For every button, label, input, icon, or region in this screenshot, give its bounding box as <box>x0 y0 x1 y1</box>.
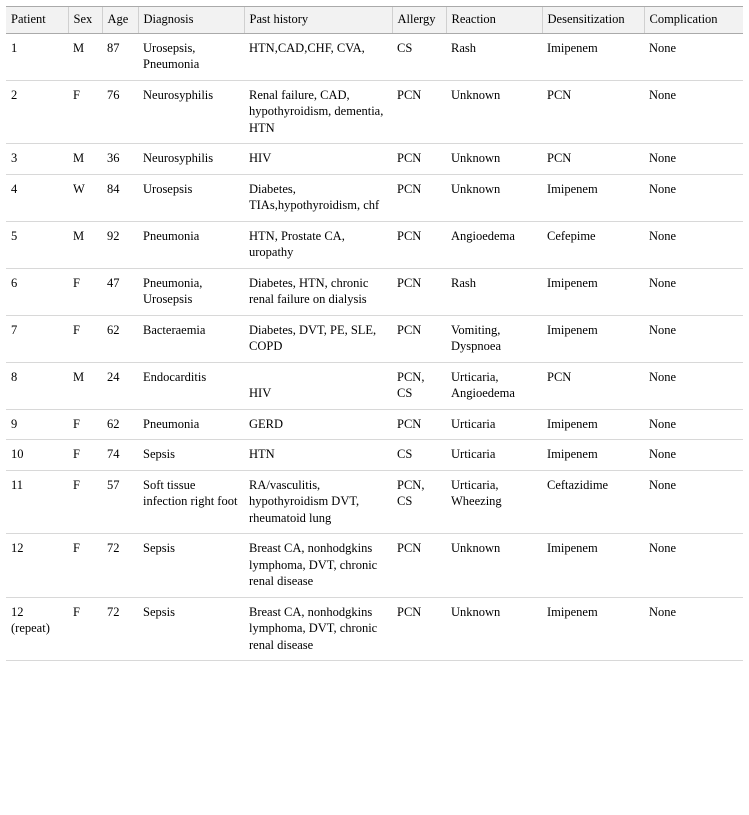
column-header-desensitization: Desensitization <box>542 7 644 34</box>
cell-allergy: PCN <box>392 221 446 268</box>
cell-past-history: HTN,CAD,CHF, CVA, <box>244 33 392 80</box>
cell-age: 84 <box>102 174 138 221</box>
cell-patient: 9 <box>6 409 68 440</box>
cell-diagnosis: Pneumonia <box>138 221 244 268</box>
cell-patient: 4 <box>6 174 68 221</box>
table-row <box>6 440 743 471</box>
cell-desensitization: Imipenem <box>542 268 644 315</box>
cell-sex: M <box>68 221 102 268</box>
cell-sex: F <box>68 470 102 534</box>
cell-sex: M <box>68 362 102 409</box>
cell-complication: None <box>644 362 743 409</box>
table-header-row <box>6 7 743 34</box>
cell-allergy: PCN <box>392 268 446 315</box>
cell-age: 76 <box>102 80 138 144</box>
cell-allergy: PCN <box>392 597 446 661</box>
cell-spacer <box>249 369 387 385</box>
cell-reaction: Urticaria, Angioedema <box>446 362 542 409</box>
table-row <box>6 362 743 409</box>
cell-allergy: PCN <box>392 80 446 144</box>
cell-reaction: Unknown <box>446 597 542 661</box>
cell-diagnosis: Sepsis <box>138 597 244 661</box>
cell-sex: F <box>68 440 102 471</box>
cell-patient: 12 <box>6 534 68 598</box>
cell-allergy: PCN <box>392 534 446 598</box>
cell-diagnosis: Endocarditis <box>138 362 244 409</box>
cell-desensitization: Imipenem <box>542 315 644 362</box>
cell-age: 87 <box>102 33 138 80</box>
cell-diagnosis: Sepsis <box>138 534 244 598</box>
cell-reaction: Unknown <box>446 534 542 598</box>
cell-diagnosis: Neurosyphilis <box>138 144 244 175</box>
cell-diagnosis: Urosepsis <box>138 174 244 221</box>
cell-complication: None <box>644 174 743 221</box>
cell-past-history: Diabetes, TIAs,hypothyroidism, chf <box>244 174 392 221</box>
cell-complication: None <box>644 534 743 598</box>
cell-sex: F <box>68 315 102 362</box>
cell-patient: 11 <box>6 470 68 534</box>
cell-sex: F <box>68 597 102 661</box>
column-header-past-history: Past history <box>244 7 392 34</box>
cell-sex: M <box>68 33 102 80</box>
table-row <box>6 144 743 175</box>
cell-past-history: Renal failure, CAD, hypothyroidism, dementia, HTN <box>244 80 392 144</box>
cell-allergy: PCN <box>392 315 446 362</box>
cell-desensitization: Imipenem <box>542 33 644 80</box>
cell-desensitization: Imipenem <box>542 534 644 598</box>
cell-reaction: Unknown <box>446 174 542 221</box>
cell-reaction: Unknown <box>446 80 542 144</box>
cell-past-history: RA/vasculitis, hypothyroidism DVT, rheumatoid lung <box>244 470 392 534</box>
cell-reaction: Vomiting, Dyspnoea <box>446 315 542 362</box>
column-header-patient: Patient <box>6 7 68 34</box>
cell-past-history: HTN, Prostate CA, uropathy <box>244 221 392 268</box>
column-header-complication: Complication <box>644 7 743 34</box>
cell-past-history: HTN <box>244 440 392 471</box>
cell-complication: None <box>644 268 743 315</box>
cell-sex: F <box>68 80 102 144</box>
cell-past-history-text: HIV <box>249 385 272 400</box>
patient-desensitization-table <box>6 6 743 661</box>
cell-patient: 6 <box>6 268 68 315</box>
cell-complication: None <box>644 409 743 440</box>
table-row <box>6 597 743 661</box>
column-header-allergy: Allergy <box>392 7 446 34</box>
cell-diagnosis: Bacteraemia <box>138 315 244 362</box>
cell-patient: 7 <box>6 315 68 362</box>
column-header-sex: Sex <box>68 7 102 34</box>
cell-diagnosis: Urosepsis, Pneumonia <box>138 33 244 80</box>
cell-reaction: Urticaria <box>446 440 542 471</box>
cell-diagnosis: Neurosyphilis <box>138 80 244 144</box>
cell-past-history <box>244 362 392 409</box>
table-row <box>6 80 743 144</box>
cell-patient: 10 <box>6 440 68 471</box>
table-row <box>6 174 743 221</box>
cell-diagnosis: Sepsis <box>138 440 244 471</box>
cell-reaction: Rash <box>446 33 542 80</box>
cell-allergy: PCN, CS <box>392 470 446 534</box>
column-header-reaction: Reaction <box>446 7 542 34</box>
cell-age: 47 <box>102 268 138 315</box>
cell-age: 57 <box>102 470 138 534</box>
cell-past-history: Breast CA, nonhodgkins lymphoma, DVT, chronic renal disease <box>244 534 392 598</box>
cell-sex: F <box>68 409 102 440</box>
cell-patient: 5 <box>6 221 68 268</box>
cell-sex: F <box>68 534 102 598</box>
table-body <box>6 33 743 661</box>
cell-reaction: Unknown <box>446 144 542 175</box>
cell-age: 62 <box>102 315 138 362</box>
cell-reaction: Urticaria <box>446 409 542 440</box>
cell-patient: 1 <box>6 33 68 80</box>
cell-desensitization: Imipenem <box>542 174 644 221</box>
cell-age: 36 <box>102 144 138 175</box>
cell-past-history: Diabetes, DVT, PE, SLE, COPD <box>244 315 392 362</box>
cell-desensitization: PCN <box>542 362 644 409</box>
cell-age: 62 <box>102 409 138 440</box>
cell-sex: W <box>68 174 102 221</box>
cell-diagnosis: Pneumonia, Urosepsis <box>138 268 244 315</box>
table-row <box>6 268 743 315</box>
cell-complication: None <box>644 33 743 80</box>
cell-age: 72 <box>102 597 138 661</box>
cell-desensitization: Imipenem <box>542 409 644 440</box>
cell-desensitization: Cefepime <box>542 221 644 268</box>
cell-desensitization: PCN <box>542 144 644 175</box>
table-row <box>6 409 743 440</box>
table-row <box>6 221 743 268</box>
cell-patient: 3 <box>6 144 68 175</box>
cell-reaction: Urticaria, Wheezing <box>446 470 542 534</box>
cell-desensitization: Imipenem <box>542 440 644 471</box>
cell-complication: None <box>644 597 743 661</box>
cell-complication: None <box>644 80 743 144</box>
column-header-diagnosis: Diagnosis <box>138 7 244 34</box>
cell-sex: F <box>68 268 102 315</box>
cell-reaction: Rash <box>446 268 542 315</box>
cell-age: 24 <box>102 362 138 409</box>
cell-age: 92 <box>102 221 138 268</box>
cell-patient: 2 <box>6 80 68 144</box>
cell-complication: None <box>644 470 743 534</box>
cell-age: 72 <box>102 534 138 598</box>
cell-complication: None <box>644 440 743 471</box>
cell-reaction: Angioedema <box>446 221 542 268</box>
cell-past-history: HIV <box>244 144 392 175</box>
cell-complication: None <box>644 221 743 268</box>
cell-desensitization: Ceftazidime <box>542 470 644 534</box>
cell-allergy: PCN <box>392 174 446 221</box>
cell-allergy: PCN <box>392 409 446 440</box>
cell-past-history: GERD <box>244 409 392 440</box>
table-header <box>6 7 743 34</box>
cell-patient: 8 <box>6 362 68 409</box>
cell-allergy: CS <box>392 440 446 471</box>
cell-past-history: Diabetes, HTN, chronic renal failure on dialysis <box>244 268 392 315</box>
cell-allergy: PCN, CS <box>392 362 446 409</box>
table-row <box>6 33 743 80</box>
cell-sex: M <box>68 144 102 175</box>
table-row <box>6 534 743 598</box>
cell-patient: 12 (repeat) <box>6 597 68 661</box>
table-row <box>6 315 743 362</box>
cell-complication: None <box>644 315 743 362</box>
column-header-age: Age <box>102 7 138 34</box>
cell-allergy: CS <box>392 33 446 80</box>
cell-diagnosis: Soft tissue infection right foot <box>138 470 244 534</box>
cell-diagnosis: Pneumonia <box>138 409 244 440</box>
cell-desensitization: Imipenem <box>542 597 644 661</box>
cell-age: 74 <box>102 440 138 471</box>
table-row <box>6 470 743 534</box>
cell-complication: None <box>644 144 743 175</box>
cell-desensitization: PCN <box>542 80 644 144</box>
cell-allergy: PCN <box>392 144 446 175</box>
cell-past-history: Breast CA, nonhodgkins lymphoma, DVT, chronic renal disease <box>244 597 392 661</box>
